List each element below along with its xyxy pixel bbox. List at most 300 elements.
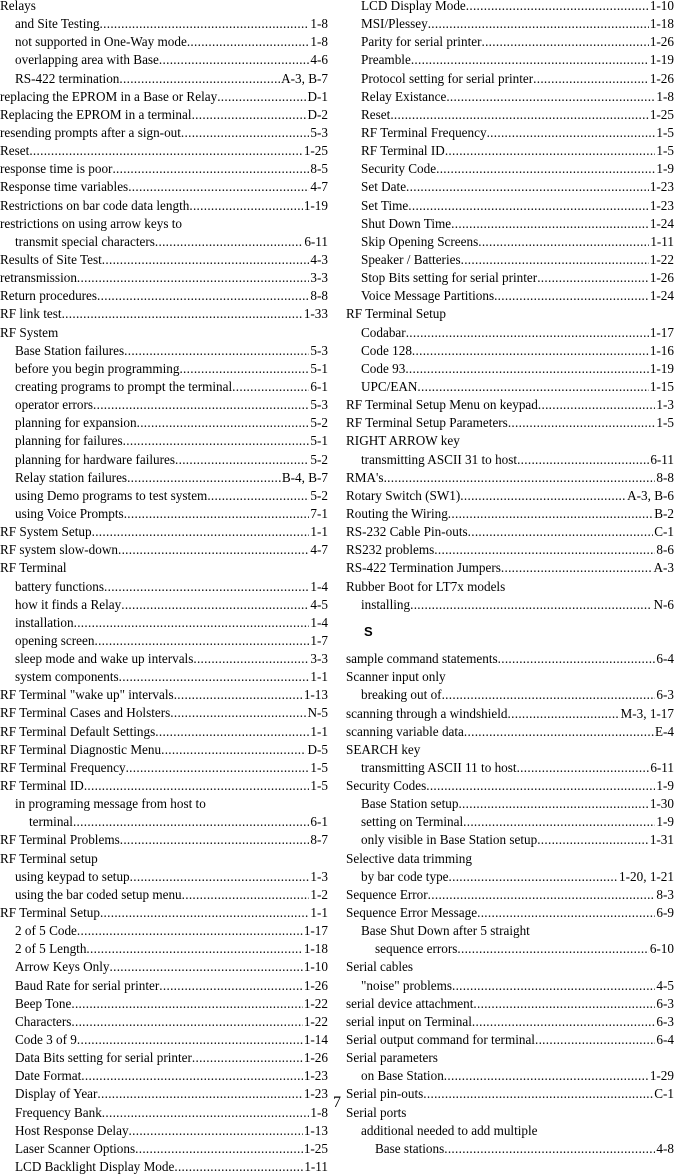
index-entry (0, 831, 328, 849)
page-reference: 1-33 (303, 306, 328, 322)
dot-leader (452, 977, 655, 995)
index-entry (346, 0, 674, 15)
index-term: UPC/EAN (361, 378, 418, 394)
index-term: operator errors (15, 397, 93, 413)
index-term: setting on Terminal (361, 814, 464, 830)
dot-leader (100, 904, 309, 922)
dot-leader (130, 868, 310, 886)
page-reference: 1-26 (649, 270, 674, 286)
dot-leader (466, 0, 649, 15)
page-reference: 6-1 (310, 378, 328, 394)
index-term: Relays (0, 0, 36, 13)
index-term: Base Station setup (361, 796, 459, 812)
page-reference: 8-8 (656, 469, 674, 485)
index-entry (346, 233, 674, 251)
index-term: Host Response Delay (15, 1122, 129, 1138)
page-reference: 1-3 (656, 397, 674, 413)
index-entry (0, 668, 328, 686)
dot-leader (159, 977, 303, 995)
page-reference: A-3 (653, 560, 674, 576)
page-reference: 6-4 (656, 1032, 674, 1048)
index-entry (346, 269, 674, 287)
page-reference: M-3, 1-17 (620, 705, 674, 721)
page-reference: 4-7 (310, 179, 328, 195)
index-entry (346, 1013, 674, 1031)
index-entry (346, 124, 674, 142)
index-entry (0, 197, 328, 215)
index-term: only visible in Base Station setup (361, 832, 538, 848)
index-entry (346, 1031, 674, 1049)
page-reference: 1-8 (310, 16, 328, 32)
dot-leader (487, 124, 656, 142)
index-term: Replacing the EPROM in a terminal (0, 106, 192, 122)
dot-leader (463, 813, 655, 831)
page-reference: 5-1 (310, 433, 328, 449)
index-term: on Base Station (361, 1068, 444, 1084)
dot-leader (501, 559, 653, 577)
dot-leader (473, 995, 655, 1013)
page-reference: 1-20, 1-21 (619, 868, 674, 884)
dot-leader (102, 251, 310, 269)
dot-leader (408, 197, 649, 215)
page-reference: 1-1 (310, 524, 328, 540)
page-reference: 1-29 (649, 1068, 674, 1084)
page-reference: 1-19 (649, 52, 674, 68)
index-entry (0, 578, 328, 596)
index-term: Serial output command for terminal (346, 1032, 535, 1048)
dot-leader (481, 33, 648, 51)
index-entry (346, 1122, 674, 1140)
index-term: Preamble (361, 52, 411, 68)
section-letter: S (364, 623, 373, 639)
index-term: sample command statements (346, 651, 498, 667)
dot-leader (97, 287, 309, 305)
dot-leader (449, 868, 619, 886)
dot-leader (477, 904, 655, 922)
dot-leader (170, 704, 306, 722)
dot-leader (434, 541, 655, 559)
index-entry (346, 686, 674, 704)
page-reference: 1-23 (303, 1086, 328, 1102)
page-reference: 1-4 (310, 614, 328, 630)
index-term: RS-422 termination (15, 70, 120, 86)
index-entry (0, 596, 328, 614)
index-term: MSI/Plessey (361, 16, 428, 32)
index-entry (0, 995, 328, 1013)
index-term: Rubber Boot for LT7x models (346, 578, 506, 594)
index-entry (346, 142, 674, 160)
page-reference: 1-26 (303, 977, 328, 993)
index-entry (346, 705, 674, 723)
index-term: overlapping area with Base (15, 52, 159, 68)
dot-leader (127, 469, 281, 487)
dot-leader (77, 922, 303, 940)
index-term: Base stations (375, 1140, 445, 1156)
page-reference: 5-2 (310, 487, 328, 503)
index-entry (0, 469, 328, 487)
index-entry (0, 523, 328, 541)
index-entry (346, 451, 674, 469)
index-term: Code 128 (361, 342, 412, 358)
index-term: Security Code (361, 161, 437, 177)
index-entry (0, 396, 328, 414)
index-entry (346, 541, 674, 559)
page-reference: 1-26 (649, 70, 674, 86)
index-term: LCD Backlight Display Mode (15, 1159, 175, 1174)
index-entry (0, 305, 328, 323)
index-term: response time is poor (0, 161, 113, 177)
index-term: planning for failures (15, 433, 123, 449)
dot-leader (464, 723, 654, 741)
index-term: resending prompts after a sign-out (0, 124, 181, 140)
dot-leader (478, 233, 649, 251)
index-entry (346, 1067, 674, 1085)
index-term: Characters (15, 1013, 72, 1029)
index-entry (346, 1049, 674, 1067)
dot-leader (426, 777, 655, 795)
page-reference: 1-23 (649, 197, 674, 213)
index-entry (346, 396, 674, 414)
index-term: transmitting ASCII 11 to host (361, 759, 517, 775)
page-reference: 1-11 (650, 233, 674, 249)
index-term: planning for hardware failures (15, 451, 176, 467)
page-reference: 6-3 (656, 1013, 674, 1029)
dot-leader (179, 360, 309, 378)
index-term: installing (361, 596, 411, 612)
index-term: RF system slow-down (0, 542, 118, 558)
dot-leader (406, 178, 649, 196)
index-entry (0, 251, 328, 269)
dot-leader (207, 487, 309, 505)
page-reference: C-1 (654, 1086, 674, 1102)
index-term: by bar code type (361, 868, 449, 884)
index-term: Baud Rate for serial printer (15, 977, 160, 993)
index-term: RF Terminal Setup Parameters (346, 415, 508, 431)
dot-leader (121, 596, 309, 614)
index-entry (346, 813, 674, 831)
index-entry (0, 958, 328, 976)
index-term: 2 of 5 Length (15, 941, 87, 957)
dot-leader (119, 668, 310, 686)
page-reference: 8-7 (310, 832, 328, 848)
dot-leader (81, 1067, 303, 1085)
page-reference: 1-5 (310, 759, 328, 775)
page-reference: 1-7 (310, 632, 328, 648)
index-entry (346, 360, 674, 378)
index-term: Restrictions on bar code data length (0, 197, 190, 213)
index-entry (346, 995, 674, 1013)
page-reference: D-1 (307, 88, 328, 104)
index-term: Code 3 of 9 (15, 1032, 77, 1048)
index-term: Serial parameters (346, 1050, 438, 1066)
index-entry (346, 741, 674, 759)
index-entry (0, 51, 328, 69)
dot-leader (93, 396, 309, 414)
index-entry (346, 922, 674, 940)
index-entry (346, 33, 674, 51)
index-term: Set Time (361, 197, 409, 213)
dot-leader (436, 160, 655, 178)
index-entry (0, 269, 328, 287)
index-entry (0, 178, 328, 196)
index-entry (0, 632, 328, 650)
index-entry (0, 723, 328, 741)
index-entry (346, 668, 674, 686)
dot-leader (444, 1067, 649, 1085)
dot-leader (161, 741, 306, 759)
index-term: SEARCH key (346, 741, 421, 757)
index-entry (346, 106, 674, 124)
page-reference: 3-3 (310, 270, 328, 286)
index-term: Codabar (361, 324, 406, 340)
index-term: in programing message from host to (15, 796, 206, 812)
index-term: sleep mode and wake up intervals (15, 651, 194, 667)
page-reference: 1-16 (649, 342, 674, 358)
index-entry (346, 904, 674, 922)
index-term: LCD Display Mode (361, 0, 466, 13)
page-reference: 6-1 (310, 814, 328, 830)
index-column-left (0, 0, 328, 1176)
index-term: serial device attachment (346, 995, 474, 1011)
index-entry (0, 759, 328, 777)
index-entry (346, 178, 674, 196)
index-term: Shut Down Time (361, 215, 452, 231)
page-reference: 1-15 (649, 378, 674, 394)
index-term: installation (15, 614, 74, 630)
page-reference: 8-8 (310, 288, 328, 304)
dot-leader (417, 378, 648, 396)
page-reference: 1-9 (656, 778, 674, 794)
index-term: Beep Tone (15, 995, 72, 1011)
index-term: Reset (0, 143, 30, 159)
index-entry (346, 831, 674, 849)
page-reference: N-6 (653, 596, 674, 612)
index-term: creating programs to prompt the terminal (15, 378, 233, 394)
index-entry (346, 559, 674, 577)
index-entry (0, 1067, 328, 1085)
page-reference: 1-22 (649, 251, 674, 267)
page-reference: 1-17 (303, 923, 328, 939)
index-term: Sequence Error (346, 886, 428, 902)
index-entry (0, 868, 328, 886)
dot-leader (533, 70, 649, 88)
index-entry (0, 324, 328, 342)
index-entry (346, 70, 674, 88)
page-reference: B-4, B-7 (281, 469, 328, 485)
dot-leader (448, 505, 653, 523)
page-reference: 8-3 (656, 886, 674, 902)
index-entry (0, 432, 328, 450)
index-term: Arrow Keys Only (15, 959, 110, 975)
page-reference: 1-13 (303, 1122, 328, 1138)
index-term: RMA's (346, 469, 384, 485)
page-reference: 4-6 (310, 52, 328, 68)
dot-leader (182, 886, 310, 904)
index-entry (0, 1122, 328, 1140)
index-entry (346, 1140, 674, 1158)
index-term: scanning variable data (346, 723, 464, 739)
page-reference: 1-17 (649, 324, 674, 340)
dot-leader (71, 1013, 302, 1031)
dot-leader (461, 251, 649, 269)
index-term: RF Terminal Cases and Holsters (0, 705, 171, 721)
index-entry (346, 324, 674, 342)
page-reference: 1-4 (310, 578, 328, 594)
index-term: Return procedures (0, 288, 98, 304)
dot-leader (390, 106, 649, 124)
index-entry (346, 469, 674, 487)
page-reference: D-5 (307, 741, 328, 757)
page-reference: 1-26 (649, 34, 674, 50)
dot-leader (517, 451, 649, 469)
page-reference: 1-13 (303, 687, 328, 703)
page-reference: 1-19 (649, 360, 674, 376)
index-entry (0, 88, 328, 106)
dot-leader (119, 70, 280, 88)
dot-leader (174, 1158, 303, 1176)
index-entry (0, 940, 328, 958)
index-entry (0, 977, 328, 995)
index-term: how it finds a Relay (15, 596, 122, 612)
dot-leader (494, 287, 649, 305)
index-term: "noise" problems (361, 977, 452, 993)
page-reference: 1-14 (303, 1032, 328, 1048)
index-term: using Voice Prompts (15, 505, 124, 521)
page-reference: 1-25 (303, 1140, 328, 1156)
index-term: Code 93 (361, 360, 406, 376)
index-term: replacing the EPROM in a Base or Relay (0, 88, 218, 104)
page-reference: 5-3 (310, 397, 328, 413)
dot-leader (73, 813, 309, 831)
page-reference: 1-8 (656, 88, 674, 104)
page-reference: 5-2 (310, 415, 328, 431)
index-term: Routing the Wiring (346, 505, 448, 521)
index-term: RF Terminal ID (0, 778, 84, 794)
index-entry (0, 1013, 328, 1031)
index-term: RF Terminal Default Settings (0, 723, 156, 739)
index-entry (0, 1031, 328, 1049)
index-term: RF System Setup (0, 524, 92, 540)
index-term: using keypad to setup (15, 868, 130, 884)
index-term: Base Shut Down after 5 straight (361, 923, 530, 939)
index-entry (0, 505, 328, 523)
dot-leader (412, 342, 649, 360)
dot-leader (137, 414, 310, 432)
index-entry (0, 559, 328, 577)
index-term: Display of Year (15, 1086, 98, 1102)
index-term: scanning through a windshield (346, 705, 508, 721)
dot-leader (86, 940, 302, 958)
page-reference: 1-3 (310, 868, 328, 884)
index-term: breaking out of (361, 687, 442, 703)
page-reference: 1-1 (310, 669, 328, 685)
index-term: restrictions on using arrow keys to (0, 215, 183, 231)
index-term: before you begin programming (15, 360, 180, 376)
index-entry (0, 686, 328, 704)
page-reference: 1-19 (303, 197, 328, 213)
index-entry (346, 759, 674, 777)
dot-leader (428, 15, 649, 33)
page-reference: 1-9 (656, 161, 674, 177)
index-term: Selective data trimming (346, 850, 472, 866)
index-entry (346, 777, 674, 795)
page-reference: E-4 (654, 723, 674, 739)
index-term: Security Codes (346, 778, 427, 794)
index-entry (0, 541, 328, 559)
dot-leader (537, 831, 649, 849)
dot-leader (124, 505, 310, 523)
index-term: RF Terminal ID (361, 143, 445, 159)
index-term: Voice Message Partitions (361, 288, 495, 304)
page-reference: 5-3 (310, 124, 328, 140)
page-reference: A-3, B-7 (281, 70, 328, 86)
page-reference: 1-25 (649, 106, 674, 122)
index-term: serial input on Terminal (346, 1013, 472, 1029)
index-term: RF Terminal Diagnostic Menu (0, 741, 162, 757)
dot-leader (451, 215, 649, 233)
index-term: Set Date (361, 179, 407, 195)
dot-leader (460, 487, 626, 505)
page-reference: 6-3 (656, 995, 674, 1011)
index-entry (0, 650, 328, 668)
index-term: terminal (29, 814, 73, 830)
page-reference: 1-10 (649, 0, 674, 13)
page-reference: N-5 (307, 705, 328, 721)
index-term: RF link test (0, 306, 62, 322)
dot-leader (508, 414, 656, 432)
index-entry (346, 977, 674, 995)
index-term: Serial ports (346, 1104, 407, 1120)
page-reference: 8-5 (310, 161, 328, 177)
index-term: Reset (361, 106, 391, 122)
index-term: RF Terminal Setup (0, 905, 100, 921)
index-entry (0, 1158, 328, 1176)
page-reference: 5-2 (310, 451, 328, 467)
dot-leader (126, 759, 310, 777)
index-term: RS-422 Termination Jumpers (346, 560, 501, 576)
page-reference: 1-23 (649, 179, 674, 195)
page-reference: 1-24 (649, 288, 674, 304)
dot-leader (192, 1049, 303, 1067)
index-term: Data Bits setting for serial printer (15, 1050, 192, 1066)
index-term: RF System (0, 324, 59, 340)
index-term: RF Terminal (0, 560, 67, 576)
index-column-right (346, 0, 674, 1158)
page-reference: 5-1 (310, 360, 328, 376)
page-reference: 1-8 (310, 1104, 328, 1120)
index-term: RF Terminal "wake up" intervals (0, 687, 174, 703)
page-reference: 4-5 (656, 977, 674, 993)
index-entry (0, 215, 328, 233)
index-term: not supported in One-Way mode (15, 34, 187, 50)
index-entry (0, 142, 328, 160)
index-entry (0, 795, 328, 813)
index-entry (0, 15, 328, 33)
dot-leader (174, 686, 303, 704)
index-term: RF Terminal Frequency (0, 759, 126, 775)
dot-leader (538, 396, 656, 414)
dot-leader (217, 88, 306, 106)
page-reference: 1-5 (310, 778, 328, 794)
index-term: and Site Testing (15, 16, 100, 32)
index-term: planning for expansion (15, 415, 137, 431)
page-reference: 1-22 (303, 1013, 328, 1029)
index-term: using Demo programs to test system (15, 487, 208, 503)
dot-leader (77, 1031, 303, 1049)
dot-leader (128, 178, 309, 196)
index-term: 2 of 5 Code (15, 923, 77, 939)
index-entry (0, 414, 328, 432)
